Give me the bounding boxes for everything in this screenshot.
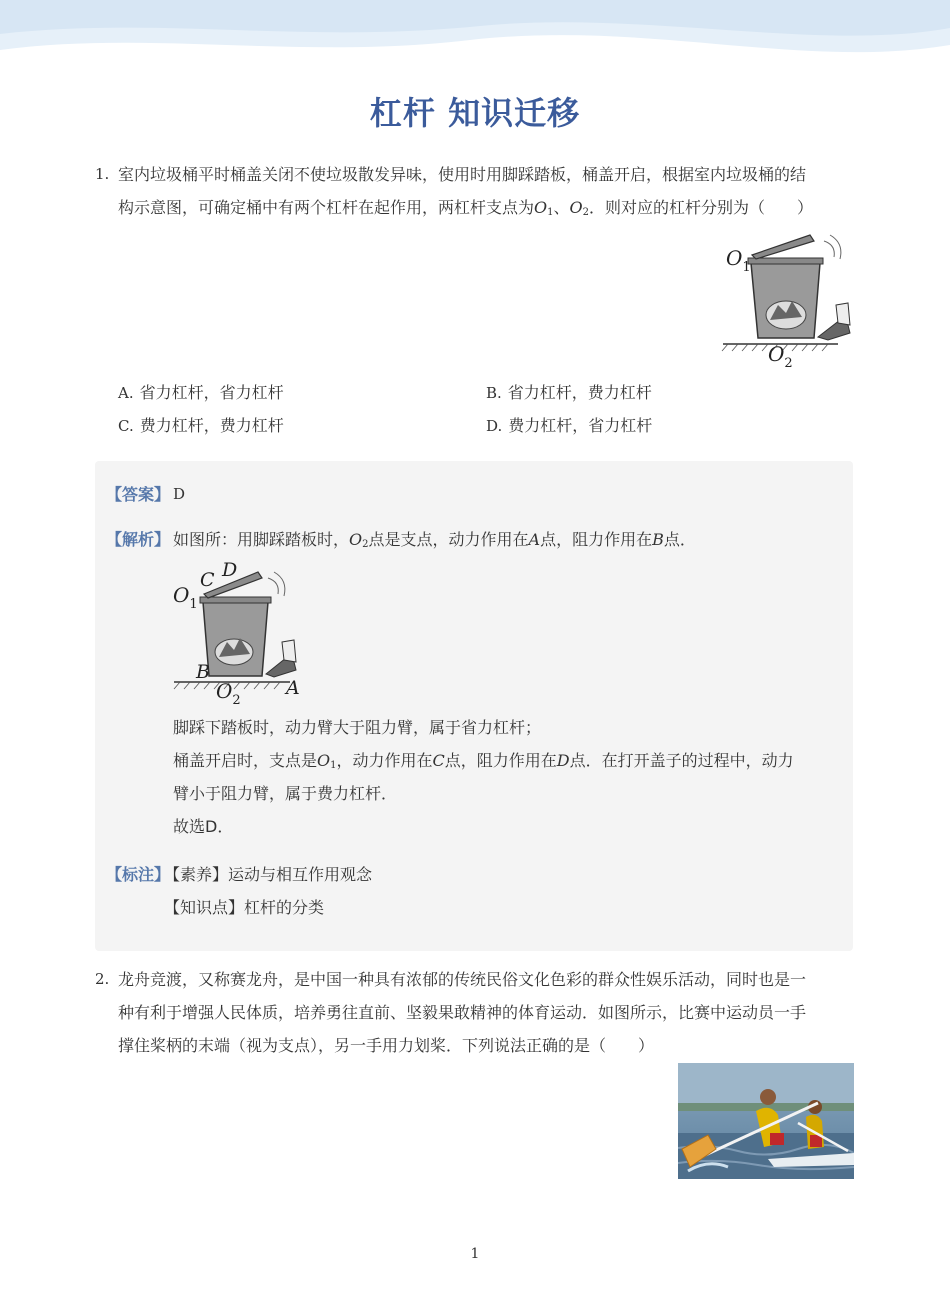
answer-value: D <box>173 485 186 503</box>
note-tag: 【标注】 <box>106 865 171 884</box>
label-a: A <box>286 677 300 699</box>
page-title: 杠杆 知识迁移 <box>369 94 581 132</box>
answer-tag: 【答案】 <box>106 485 171 504</box>
label-b: B <box>196 661 210 683</box>
question-1-line-2: 构示意图，可确定桶中有两个杠杆在起作用，两杠杆支点为O1、O2．则对应的杠杆分别为（ ） <box>118 198 814 218</box>
analysis-lid-line: 桶盖开启时，支点是O1，动力作用在C点，阻力作用在D点．在打开盖子的过程中，动力 <box>173 751 794 771</box>
question-2-line-2: 种有利于增强人民体质，培养勇往直前、坚毅果敢精神的体育运动．如图所示，比赛中运动员一手 <box>118 1003 807 1022</box>
analysis-choose-line: 故选D． <box>173 817 234 836</box>
analysis-line-1: 如图所：用脚踩踏板时，O2点是支点，动力作用在A点，阻力作用在B点． <box>173 530 696 550</box>
question-1-line-2-b: ．则对应的杠杆分别为（ ） <box>589 198 814 217</box>
option-a[interactable]: A. 省力杠杆，省力杠杆 <box>118 383 284 402</box>
page-number: 1 <box>470 1246 480 1262</box>
question-1-number: 1. <box>95 165 110 183</box>
question-2-line-3: 撑住桨柄的末端（视为支点），另一手用力划桨．下列说法正确的是（ ） <box>118 1036 655 1055</box>
label-d: D <box>222 559 238 581</box>
canoe-racing-photo <box>678 1063 854 1179</box>
label-o1: $O_1$ <box>173 583 198 612</box>
fulcrum-o1-label: O1 <box>534 198 554 218</box>
analysis-pedal-line: 脚踩下踏板时，动力臂大于阻力臂，属于省力杠杆； <box>173 718 542 737</box>
label-c: C <box>200 569 215 591</box>
trash-can-figure <box>718 225 858 375</box>
analysis-tag: 【解析】 <box>106 530 171 549</box>
figure-1-o1-label: $O_1$ <box>726 246 751 275</box>
note-knowledge-point: 【知识点】杠杆的分类 <box>164 898 325 917</box>
analysis-lid-line-2: 臂小于阻力臂，属于费力杠杆． <box>173 784 398 803</box>
option-c[interactable]: C. 费力杠杆，费力杠杆 <box>118 416 284 435</box>
question-1-line-2-a: 构示意图，可确定桶中有两个杠杆在起作用，两杠杆支点为 <box>118 198 535 217</box>
trash-can-analysis-figure <box>170 558 310 708</box>
fulcrum-o2-label: O2 <box>569 198 590 218</box>
header-wave-decoration <box>0 0 950 70</box>
option-d[interactable]: D. 费力杠杆，省力杠杆 <box>486 416 653 435</box>
label-o2: $O_2$ <box>216 679 241 708</box>
note-literacy: 【素养】运动与相互作用观念 <box>164 865 373 884</box>
question-1-line-1: 室内垃圾桶平时桶盖关闭不使垃圾散发异味，使用时用脚踩踏板，桶盖开启，根据室内垃圾桶的结 <box>118 165 807 184</box>
figure-1-o2-label: $O_2$ <box>768 342 793 371</box>
option-b[interactable]: B. 省力杠杆，费力杠杆 <box>486 383 652 402</box>
question-2-number: 2. <box>95 970 110 988</box>
question-2-line-1: 龙舟竞渡，又称赛龙舟，是中国一种具有浓郁的传统民俗文化色彩的群众性娱乐活动，同时也是一 <box>118 970 807 989</box>
